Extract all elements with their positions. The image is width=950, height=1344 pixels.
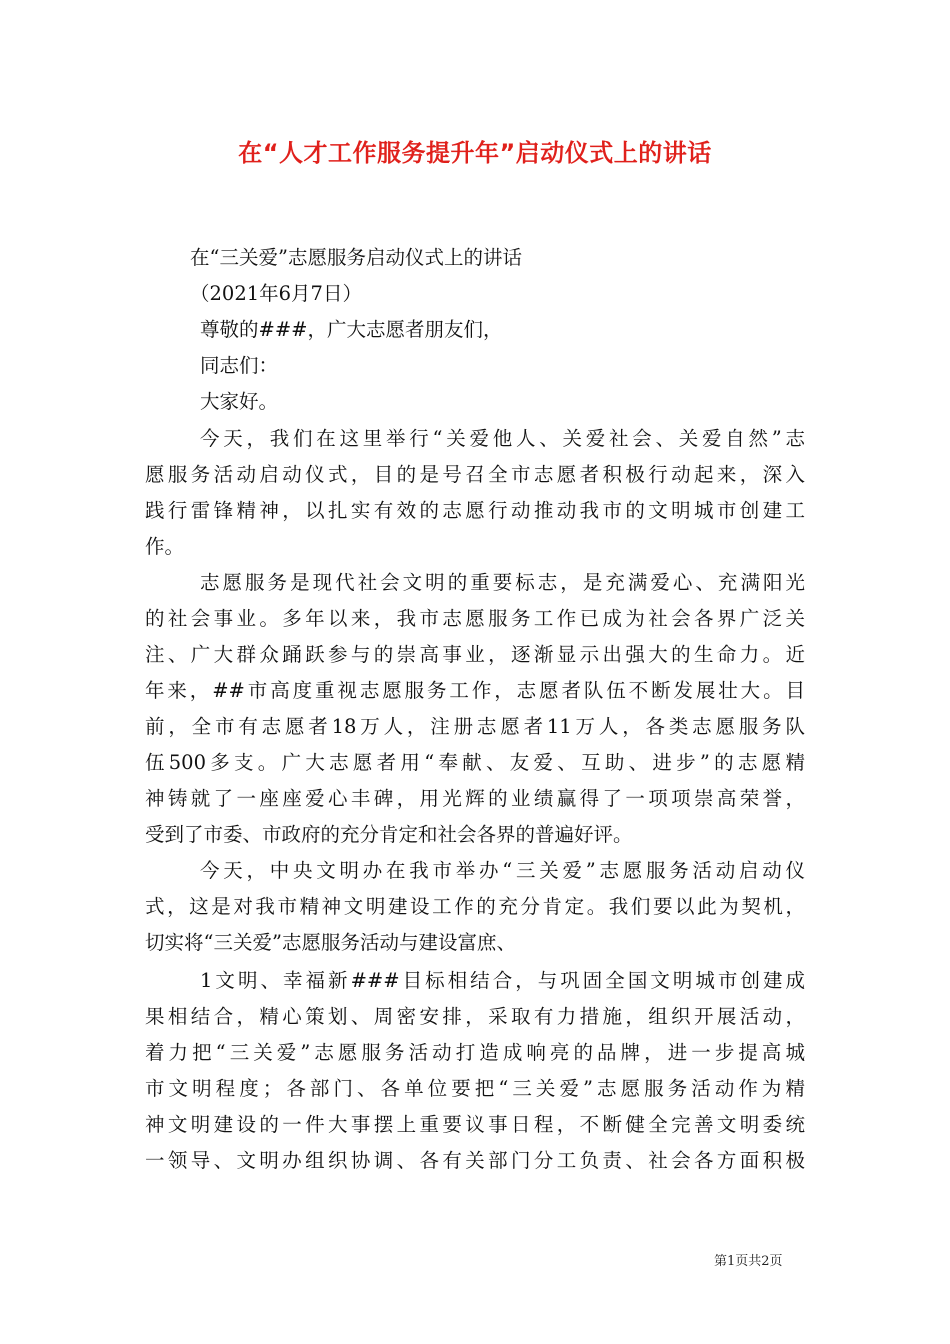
paragraph-line: 注、广大群众踊跃参与的崇高事业，逐渐显示出强大的生命力。近 (145, 643, 805, 666)
paragraph-line: 着力把“三关爱”志愿服务活动打造成响亮的品牌，进一步提高城 (145, 1041, 805, 1064)
paragraph-line: 愿服务活动启动仪式，目的是号召全市志愿者积极行动起来，深入 (145, 463, 805, 486)
paragraph-line: 1文明、幸福新###目标相结合，与巩固全国文明城市创建成 (200, 969, 805, 992)
paragraph-line: 一领导、文明办组织协调、各有关部门分工负责、社会各方面积极 (145, 1149, 805, 1172)
paragraph-line: 果相结合，精心策划、周密安排，采取有力措施，组织开展活动， (145, 1005, 805, 1028)
paragraph-line: 践行雷锋精神，以扎实有效的志愿行动推动我市的文明城市创建工 (145, 499, 805, 522)
paragraph-line: 前，全市有志愿者18万人，注册志愿者11万人，各类志愿服务队 (145, 715, 805, 738)
paragraph-line: 的社会事业。多年以来，我市志愿服务工作已成为社会各界广泛关 (145, 607, 805, 630)
salutation-line: 同志们： (200, 354, 279, 377)
paragraph-line: 今天，中央文明办在我市举办“三关爱”志愿服务活动启动仪 (200, 859, 805, 882)
paragraph-line: 神文明建设的一件大事摆上重要议事日程，不断健全完善文明委统 (145, 1113, 805, 1136)
paragraph-line: 神铸就了一座座爱心丰碑，用光辉的业绩赢得了一项项崇高荣誉， (145, 787, 805, 810)
paragraph-line: 年来，##市高度重视志愿服务工作，志愿者队伍不断发展壮大。目 (145, 679, 805, 702)
paragraph-line: 切实将“三关爱”志愿服务活动与建设富庶、 (145, 931, 516, 954)
greeting-line: 大家好。 (200, 390, 279, 413)
page-number: 第1页共2页 (714, 1254, 783, 1269)
paragraph-line: 市文明程度；各部门、各单位要把“三关爱”志愿服务活动作为精 (145, 1077, 805, 1100)
paragraph-line: 今天，我们在这里举行“关爱他人、关爱社会、关爱自然”志 (200, 427, 805, 450)
paragraph-line: 作。 (145, 535, 185, 558)
document-title: 在“人才工作服务提升年”启动仪式上的讲话 (238, 139, 712, 167)
paragraph-line: 伍500多支。广大志愿者用“奉献、友爱、互助、进步”的志愿精 (145, 751, 805, 774)
paragraph-line: 志愿服务是现代社会文明的重要标志，是充满爱心、充满阳光 (200, 571, 805, 594)
salutation-line: 尊敬的###，广大志愿者朋友们， (200, 318, 503, 341)
speech-date: （2021年6月7日） (190, 282, 362, 305)
speech-subtitle: 在“三关爱”志愿服务启动仪式上的讲话 (190, 246, 522, 269)
paragraph-line: 受到了市委、市政府的充分肯定和社会各界的普遍好评。 (145, 823, 633, 846)
paragraph-line: 式，这是对我市精神文明建设工作的充分肯定。我们要以此为契机， (145, 895, 805, 918)
